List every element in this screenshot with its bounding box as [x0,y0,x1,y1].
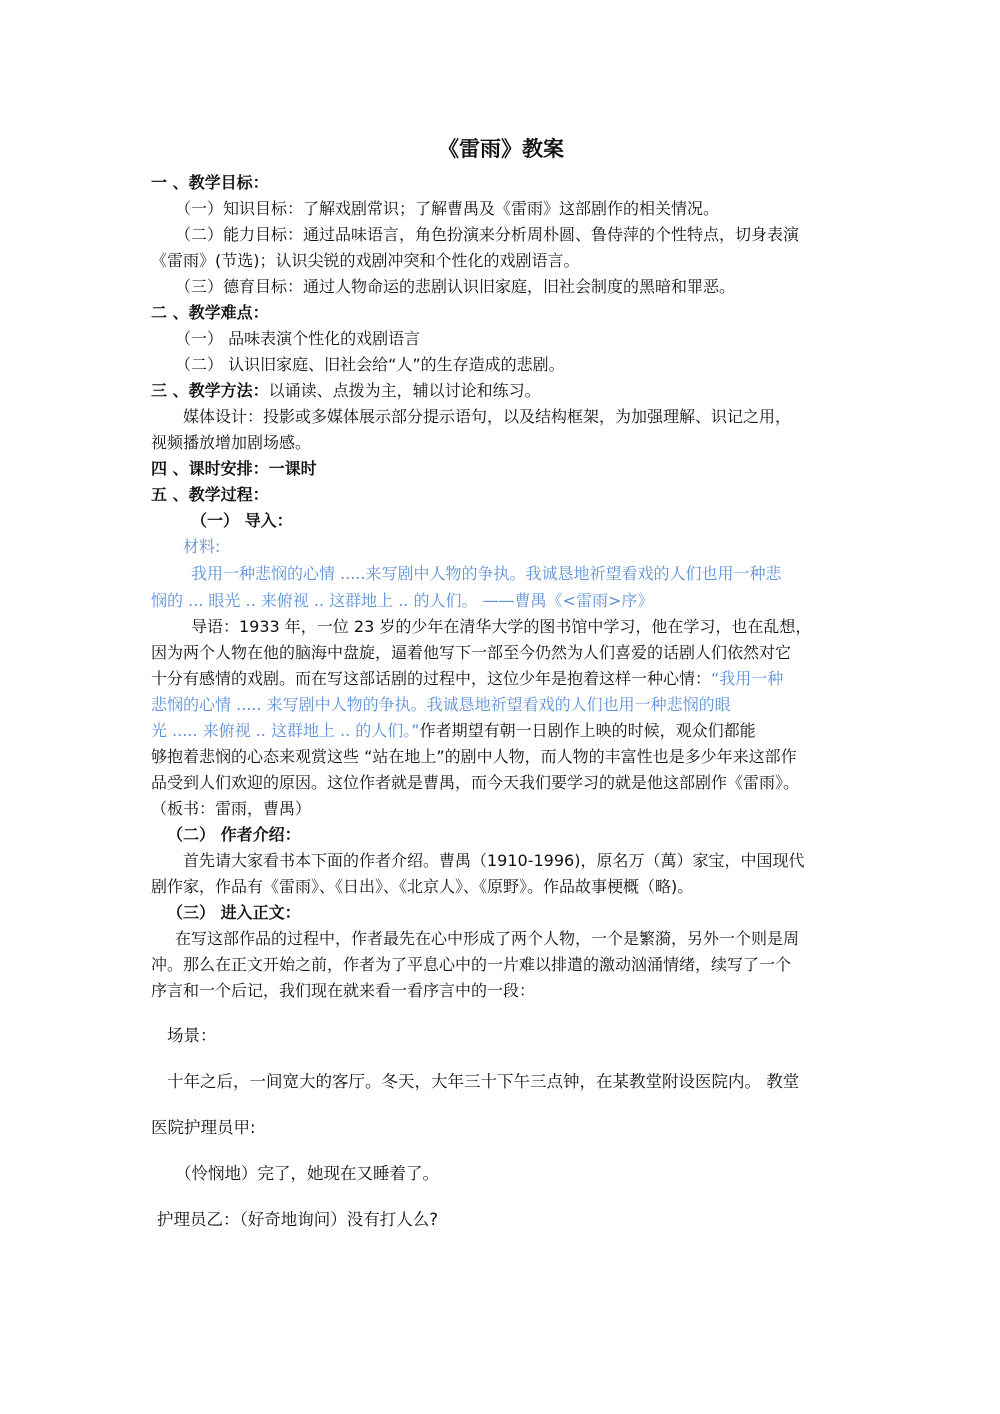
section-heading-with-text [151,378,851,404]
paragraph-line: 首先请大家看书本下面的作者介绍。曹禺（1910-1996)，原名万（萬）家宝，中国现代 [183,851,805,870]
paragraph-line: （板书：雷雨，曹禺） [151,799,312,818]
paragraph-line: 导语：1933 年，一位 23 岁的少年在清华大学的图书馆中学习，他在学习，也在乱想， [191,617,812,636]
paragraph-line: （一） 品味表演个性化的戏剧语言 [175,329,421,348]
intro-text: 作者期望有朝一日剧作上映的时候，观众们都能 [419,721,756,740]
material-label: 材料: [183,537,221,556]
subsection-heading: （二） 作者介绍： [167,825,301,844]
quote-line: 悲悯的心情 ..... 来写剧中人物的争执。我诚恳地祈望看戏的人们也用一种悲悯的眼 [151,695,731,714]
paragraph-line: （一）知识目标：了解戏剧常识；了解曹禺及《雷雨》这部剧作的相关情况。 [175,199,720,218]
document-body [151,128,851,1234]
scene-setting: 十年之后，一间宽大的客厅。冬天，大年三十下午三点钟，在某教堂附设医院内。 教堂 [167,1072,800,1091]
method-text: 以诵读、点拨为主，辅以讨论和练习。 [268,381,541,400]
page-title: 《雷雨》教案 [438,137,564,161]
paragraph-line: 剧作家，作品有《雷雨》、《日出》、《北京人》、《原野》。作品故事梗概（略)。 [151,877,694,896]
paragraph-line: 序言和一个后记，我们现在就来看一看序言中的一段： [151,981,536,1000]
section-heading: 三 、教学方法： [151,381,269,400]
paragraph-line: 《雷雨》(节选)；认识尖锐的戏剧冲突和个性化的戏剧语言。 [151,251,580,270]
paragraph-line: （三）德育目标：通过人物命运的悲剧认识旧家庭，旧社会制度的黑暗和罪恶。 [175,277,736,296]
section-heading: 五 、教学过程： [151,485,269,504]
scene-label: 场景： [167,1026,217,1045]
paragraph-line: 视频播放增加剧场感。 [151,433,312,452]
paragraph-line: 冲。那么在正文开始之前，作者为了平息心中的一片难以排遣的激动汹涌情绪，续写了一个 [151,955,792,974]
paragraph-line [151,666,851,692]
scene-dialogue: （怜悯地）完了，她现在又睡着了。 [175,1164,439,1183]
paragraph-line: 在写这部作品的过程中，作者最先在心中形成了两个人物，一个是繁漪，另外一个则是周 [175,929,800,948]
subsection-heading: （一） 导入： [191,511,293,530]
paragraph-line: （二）能力目标：通过品味语言，角色扮演来分析周朴圆、鲁侍萍的个性特点，切身表演 [175,225,800,244]
section-heading: 二 、教学难点： [151,303,269,322]
paragraph-line: （二） 认识旧家庭、旧社会给“人”的生存造成的悲剧。 [175,355,565,374]
section-heading: 四 、课时安排：一课时 [151,459,317,478]
paragraph-line [151,718,851,744]
scene-dialogue: 护理员乙：（好奇地询问）没有打人么? [157,1210,439,1229]
quote-line: 我用一种悲悯的心情 .....来写剧中人物的争执。我诚恳地祈望看戏的人们也用一种悲 [191,564,782,583]
paragraph-line: 媒体设计：投影或多媒体展示部分提示语句，以及结构框架，为加强理解、识记之用， [183,407,792,426]
quote-line: 悯的 ... 眼光 .. 来俯视 .. 这群地上 .. 的人们。 ——曹禺《<雷雨>序》 [151,591,654,610]
subsection-heading: （三） 进入正文： [167,903,301,922]
section-heading: 一 、教学目标： [151,173,269,192]
scene-speaker: 医院护理员甲: [151,1118,256,1137]
quote-inline: “我用一种 [711,669,784,688]
intro-text: 十分有感情的戏剧。而在写这部话剧的过程中，这位少年是抱着这样一种心情： [151,669,712,688]
paragraph-line: 够抱着悲悯的心态来观赏这些 “站在地上”的剧中人物，而人物的丰富性也是多少年来这部作 [151,747,797,766]
quote-inline: 光 ..... 来俯视 .. 这群地上 .. 的人们。” [151,721,420,740]
paragraph-line: 品受到人们欢迎的原因。这位作者就是曹禺，而今天我们要学习的就是他这部剧作《雷雨》。 [151,773,800,792]
paragraph-line: 因为两个人物在他的脑海中盘旋，逼着他写下一部至今仍然为人们喜爱的话剧人们依然对它 [151,643,792,662]
